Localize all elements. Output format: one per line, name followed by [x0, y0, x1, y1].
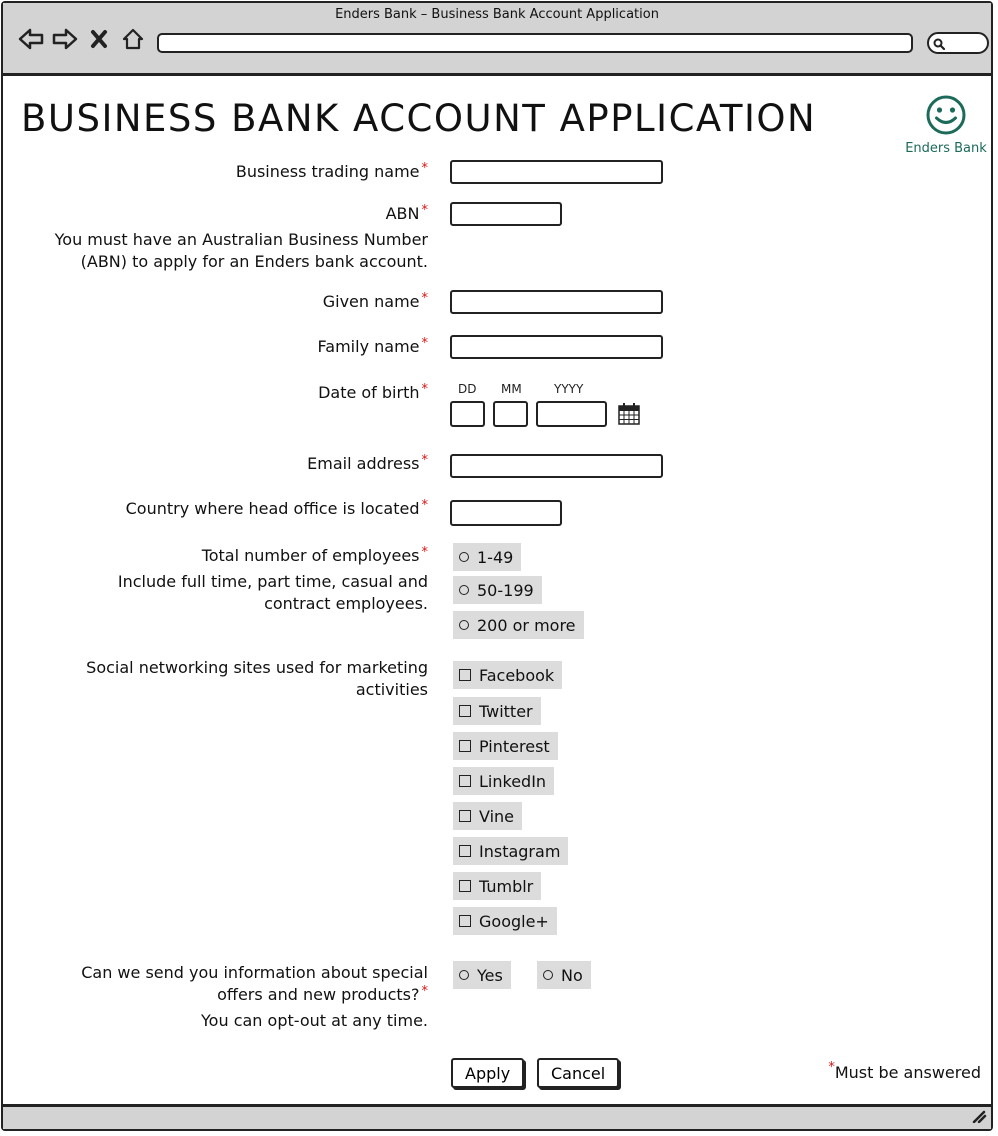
checkbox-icon	[459, 705, 471, 717]
radio-icon	[459, 970, 469, 980]
abn-label: ABN *	[385, 203, 428, 223]
offers-label-line1: Can we send you information about special	[81, 963, 428, 982]
abn-input[interactable]	[450, 202, 562, 226]
logo-text: Enders Bank	[905, 141, 987, 156]
offers-hint: You can opt-out at any time.	[201, 1011, 428, 1030]
stop-icon[interactable]	[85, 25, 113, 53]
required-marker: *	[421, 984, 428, 999]
status-bar	[3, 1104, 991, 1129]
checkbox-icon	[459, 880, 471, 892]
smiley-icon	[924, 122, 968, 141]
social-option-facebook[interactable]: Facebook	[453, 661, 562, 689]
window-title: Enders Bank – Business Bank Account Application	[335, 7, 659, 22]
offers-option-yes[interactable]: Yes	[453, 961, 511, 989]
address-bar[interactable]	[157, 33, 913, 53]
dob-month-input[interactable]	[493, 401, 528, 427]
social-label-line1: Social networking sites used for marketing	[86, 658, 428, 677]
radio-icon	[459, 620, 469, 630]
email-input[interactable]	[450, 454, 663, 478]
apply-button[interactable]: Apply	[451, 1058, 524, 1088]
checkbox-icon	[459, 810, 471, 822]
given-name-input[interactable]	[450, 290, 663, 314]
trading-name-input[interactable]	[450, 160, 663, 184]
offers-option-no[interactable]: No	[537, 961, 591, 989]
employees-label: Total number of employees *	[201, 545, 428, 565]
trading-name-label: Business trading name *	[235, 161, 428, 181]
home-icon[interactable]	[119, 25, 147, 53]
back-icon[interactable]	[17, 25, 45, 53]
social-option-pinterest[interactable]: Pinterest	[453, 732, 558, 760]
checkbox-icon	[459, 845, 471, 857]
required-marker: *	[421, 498, 428, 513]
family-name-label: Family name *	[317, 336, 428, 356]
checkbox-icon	[459, 669, 471, 681]
radio-icon	[459, 585, 469, 595]
cancel-button[interactable]: Cancel	[537, 1058, 619, 1088]
country-input[interactable]	[450, 500, 562, 526]
browser-window	[1, 1, 993, 1131]
dob-day-input[interactable]	[450, 401, 485, 427]
employees-hint-line1: Include full time, part time, casual and	[117, 572, 428, 591]
employees-hint-line2: contract employees.	[264, 594, 428, 613]
social-option-tumblr[interactable]: Tumblr	[453, 872, 541, 900]
email-label: Email address *	[307, 453, 428, 473]
social-option-twitter[interactable]: Twitter	[453, 697, 541, 725]
employees-option-1-49[interactable]: 1-49	[453, 543, 521, 571]
required-marker: *	[828, 1060, 835, 1075]
browser-search-box[interactable]	[927, 32, 989, 54]
country-label: Country where head office is located *	[125, 498, 428, 518]
dob-mm-label: MM	[501, 382, 522, 396]
social-option-instagram[interactable]: Instagram	[453, 837, 568, 865]
social-option-linkedin[interactable]: LinkedIn	[453, 767, 554, 795]
offers-label-line2: offers and new products? *	[217, 984, 428, 1004]
required-marker: *	[421, 545, 428, 560]
radio-icon	[543, 970, 553, 980]
employees-option-50-199[interactable]: 50-199	[453, 576, 542, 604]
abn-hint-line1: You must have an Australian Business Number	[54, 230, 428, 249]
checkbox-icon	[459, 915, 471, 927]
forward-icon[interactable]	[51, 25, 79, 53]
social-option-googleplus[interactable]: Google+	[453, 907, 557, 935]
dob-label: Date of birth *	[318, 382, 428, 402]
radio-icon	[459, 552, 469, 562]
given-name-label: Given name *	[322, 291, 428, 311]
social-label-line2: activities	[355, 680, 428, 699]
dob-yyyy-label: YYYY	[554, 382, 584, 396]
nav-buttons	[17, 25, 147, 53]
required-marker: *	[421, 382, 428, 397]
required-marker: *	[421, 453, 428, 468]
abn-hint-line2: (ABN) to apply for an Enders bank account.	[80, 252, 428, 271]
required-marker: *	[421, 336, 428, 351]
dob-dd-label: DD	[458, 382, 477, 396]
search-icon	[932, 36, 946, 55]
required-marker: *	[421, 203, 428, 218]
social-option-vine[interactable]: Vine	[453, 802, 522, 830]
family-name-input[interactable]	[450, 335, 663, 359]
required-marker: *	[421, 161, 428, 176]
employees-option-200-plus[interactable]: 200 or more	[453, 611, 584, 639]
required-marker: *	[421, 291, 428, 306]
checkbox-icon	[459, 775, 471, 787]
required-legend: *Must be answered	[828, 1060, 981, 1082]
resize-grip-icon[interactable]	[971, 1108, 987, 1127]
calendar-icon[interactable]	[617, 402, 641, 430]
page-title: BUSINESS BANK ACCOUNT APPLICATION	[21, 97, 817, 140]
checkbox-icon	[459, 740, 471, 752]
browser-chrome	[3, 3, 991, 76]
dob-year-input[interactable]	[536, 401, 607, 427]
bank-logo	[903, 93, 989, 156]
